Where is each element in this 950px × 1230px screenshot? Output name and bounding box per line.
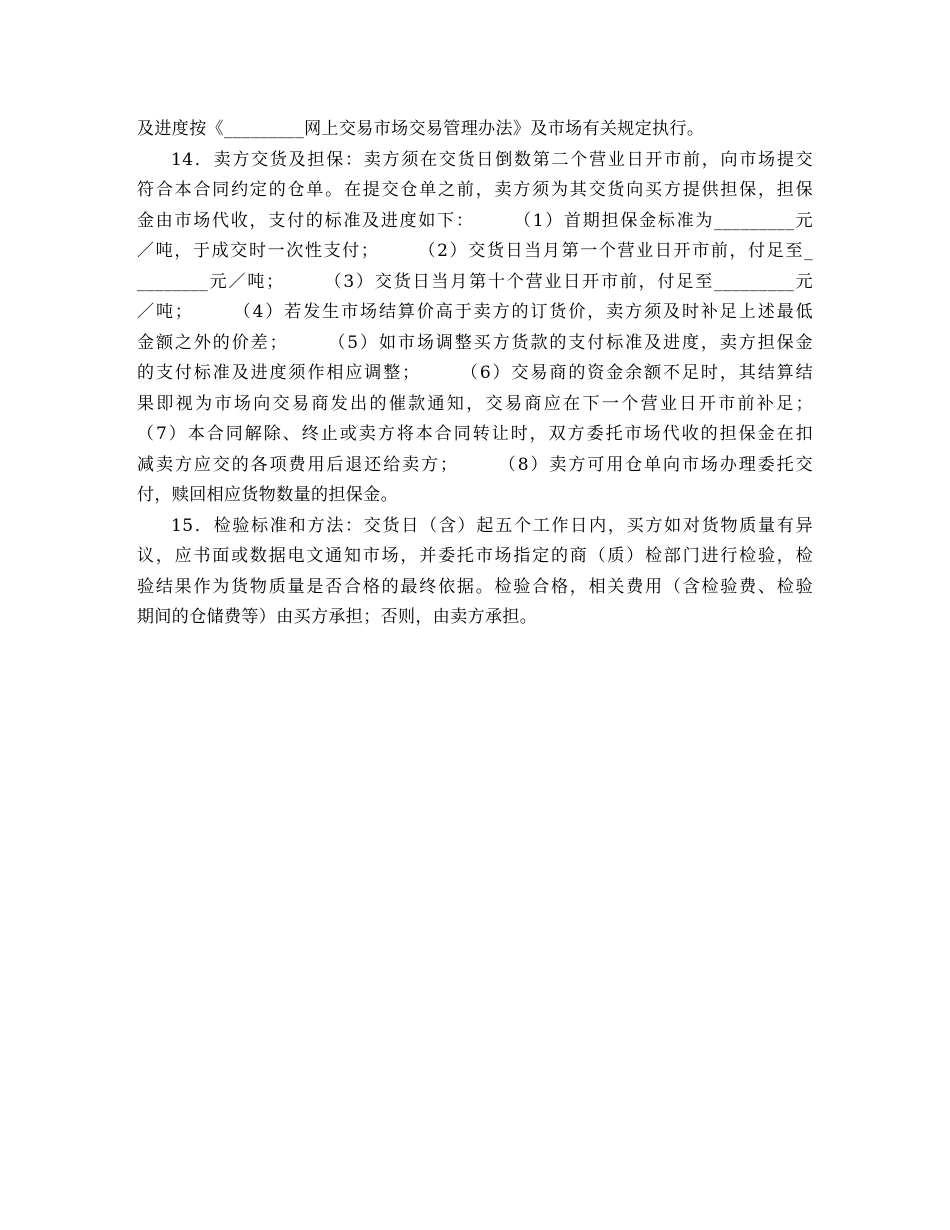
clause-14-line-11: 减卖方应交的各项费用后退还给卖方； （8）卖方可用仓单向市场办理委托交: [137, 454, 813, 475]
clause-14-line-3: 金由市场代收，支付的标准及进度如下： （1）首期担保金标准为_________元: [137, 210, 813, 231]
clause-15-line-2: 议，应书面或数据电文通知市场，并委托市场指定的商（质）检部门进行检验，检: [137, 546, 813, 566]
clause-15-line-4: 期间的仓储费等）由买方承担；否则，由卖方承担。: [137, 607, 538, 627]
clause-14-line-7: 金额之外的价差； （5）如市场调整买方货款的支付标准及进度，卖方担保金: [137, 332, 813, 353]
clause-15-line-1: 15．检验标准和方法：交货日（含）起五个工作日内，买方如对货物质量有异: [171, 515, 813, 536]
clause-14-line-10: （7）本合同解除、终止或卖方将本合同转让时，双方委托市场代收的担保金在扣: [137, 424, 813, 444]
clause-14-line-1: 14．卖方交货及担保：卖方须在交货日倒数第二个营业日开市前，向市场提交: [171, 149, 813, 170]
clause-14-line-8: 的支付标准及进度须作相应调整； （6）交易商的资金余额不足时，其结算结: [137, 363, 813, 383]
clause-14-line-6: ／吨； （4）若发生市场结算价高于卖方的订货价，卖方须及时补足上述最低: [137, 302, 813, 322]
document-body: [137, 114, 813, 633]
clause-14-line-2: 符合本合同约定的仓单。在提交仓单之前，卖方须为其交货向买方提供担保，担保: [137, 180, 813, 200]
clause-14-line-12: 付，赎回相应货物数量的担保金。: [137, 485, 398, 505]
clause-14-line-9: 果即视为市场向交易商发出的催款通知，交易商应在下一个营业日开市前补足；: [137, 393, 813, 414]
paragraph-13-tail-line: 及进度按《_________网上交易市场交易管理办法》及市场有关规定执行。: [137, 119, 705, 139]
clause-15-line-3: 验结果作为货物质量是否合格的最终依据。检验合格，相关费用（含检验费、检验: [137, 576, 813, 597]
clause-14-line-4: ／吨，于成交时一次性支付； （2）交货日当月第一个营业日开市前，付足至_: [137, 241, 813, 261]
clause-14-line-5: ________元／吨； （3）交货日当月第十个营业日开市前，付足至_________元: [137, 271, 813, 292]
